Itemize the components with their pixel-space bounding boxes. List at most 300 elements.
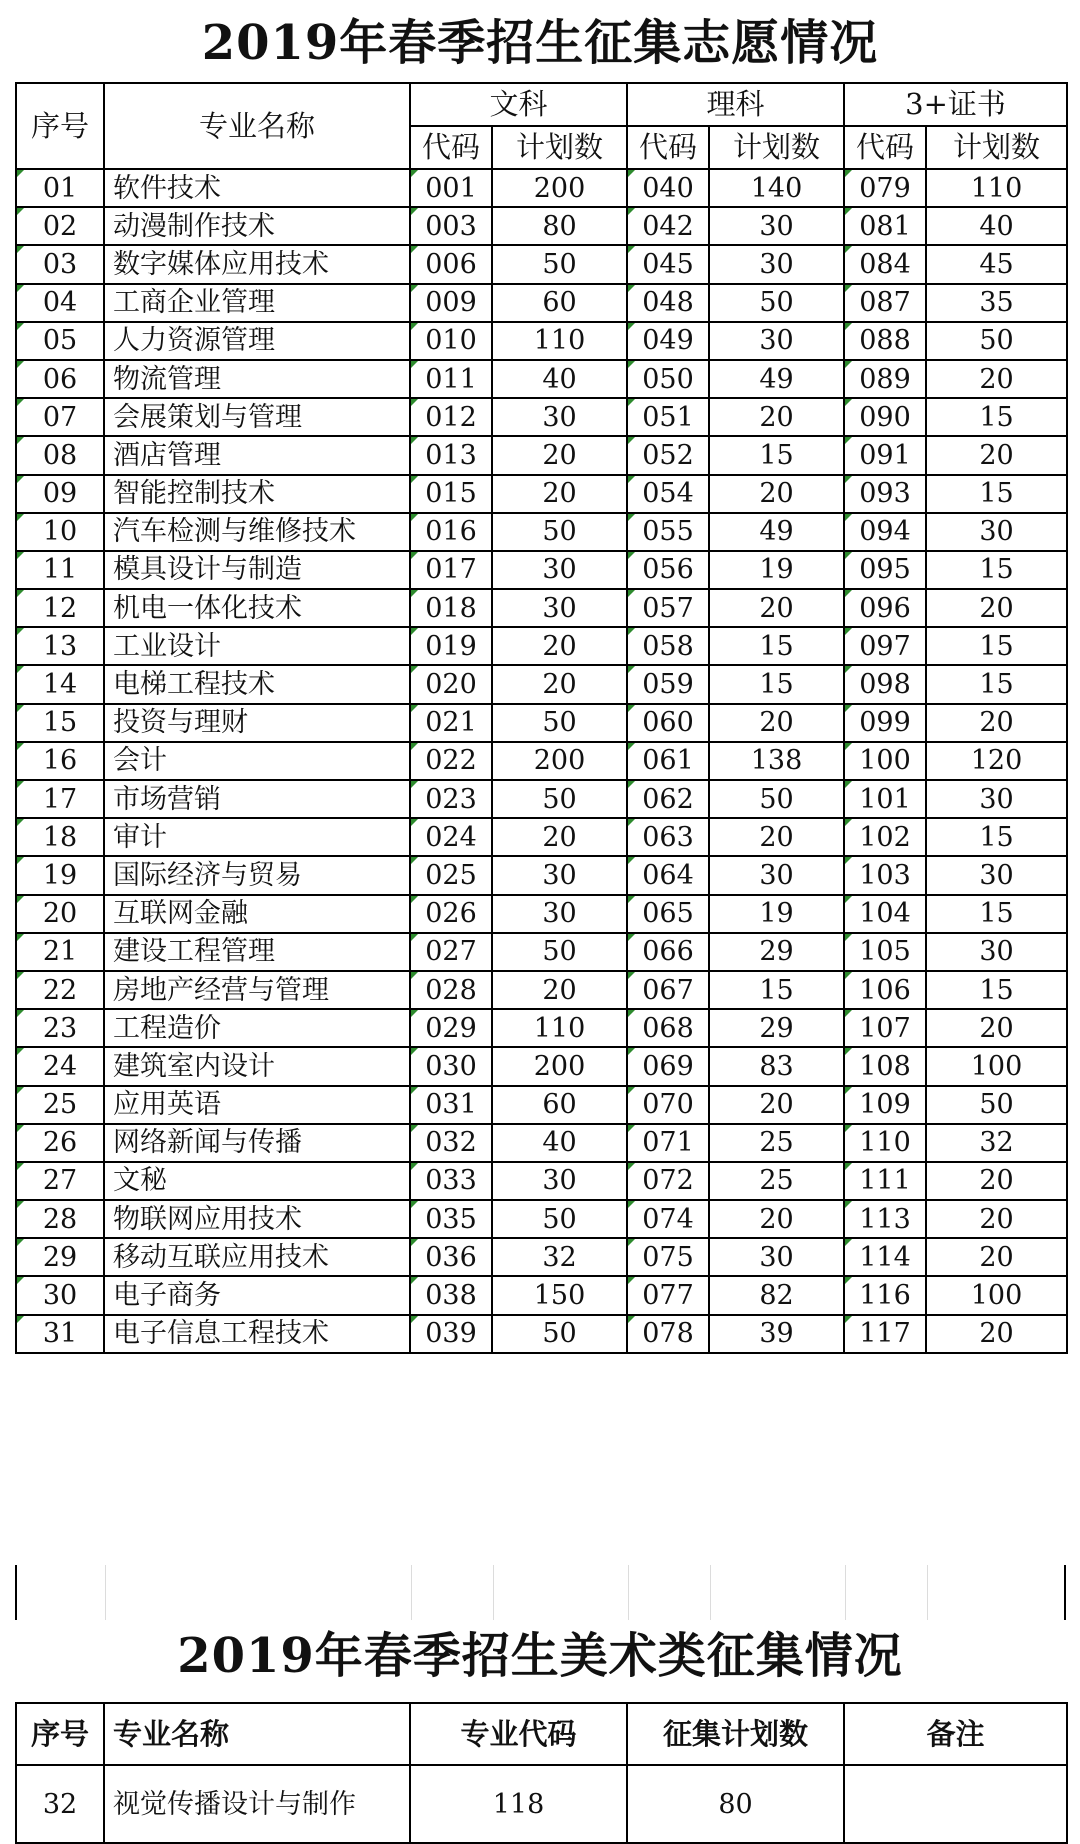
cell-seq: 30 — [16, 1276, 104, 1314]
cell-cert-plan: 30 — [926, 513, 1067, 551]
cell-cert-code: 084 — [844, 245, 926, 283]
cell-seq: 04 — [16, 284, 104, 322]
cell-cert-code: 090 — [844, 398, 926, 436]
header-cert-plan: 计划数 — [926, 126, 1067, 169]
cell-arts-code: 028 — [410, 971, 492, 1009]
table-row — [16, 1315, 1067, 1353]
cell-cert-plan: 30 — [926, 780, 1067, 818]
cell-cert-plan: 110 — [926, 169, 1067, 207]
cell-science-plan: 19 — [709, 895, 844, 933]
table-row — [16, 933, 1067, 971]
cell-seq: 27 — [16, 1162, 104, 1200]
cell-cert-plan: 32 — [926, 1124, 1067, 1162]
cell-science-code: 074 — [627, 1200, 709, 1238]
cell-seq: 31 — [16, 1315, 104, 1353]
cell-arts-plan: 200 — [492, 1047, 627, 1085]
cell-arts-code: 035 — [410, 1200, 492, 1238]
table-row — [16, 169, 1067, 207]
cell-major: 建设工程管理 — [104, 933, 410, 971]
cell-arts-plan: 30 — [492, 589, 627, 627]
cell-major: 动漫制作技术 — [104, 207, 410, 245]
cell-cert-plan: 20 — [926, 1009, 1067, 1047]
cell-science-code: 071 — [627, 1124, 709, 1162]
table-row — [16, 436, 1067, 474]
table-row — [16, 513, 1067, 551]
cell-major: 市场营销 — [104, 780, 410, 818]
cell-science-plan: 15 — [709, 665, 844, 703]
cell-cert-code: 087 — [844, 284, 926, 322]
cell-seq: 22 — [16, 971, 104, 1009]
cell-science-code: 048 — [627, 284, 709, 322]
cell-major: 工程造价 — [104, 1009, 410, 1047]
cell-science-code: 068 — [627, 1009, 709, 1047]
cell-seq: 16 — [16, 742, 104, 780]
cell-major: 电梯工程技术 — [104, 665, 410, 703]
table-row — [16, 1124, 1067, 1162]
cell-arts-plan: 50 — [492, 513, 627, 551]
cell-science-code: 077 — [627, 1276, 709, 1314]
header-arts-plan: 计划数 — [492, 126, 627, 169]
cell-cert-code: 097 — [844, 627, 926, 665]
cell-science-plan: 15 — [709, 971, 844, 1009]
page-title: 2019年春季招生征集志愿情况 — [201, 15, 879, 71]
cell-cert-plan: 15 — [926, 398, 1067, 436]
art-cell-plan: 80 — [627, 1765, 844, 1843]
cell-cert-code: 089 — [844, 360, 926, 398]
cell-science-plan: 49 — [709, 513, 844, 551]
cell-major: 文秘 — [104, 1162, 410, 1200]
cell-major: 电子商务 — [104, 1276, 410, 1314]
table-row — [16, 856, 1067, 894]
cell-arts-plan: 20 — [492, 475, 627, 513]
cell-cert-code: 116 — [844, 1276, 926, 1314]
table-row — [16, 360, 1067, 398]
cell-arts-code: 001 — [410, 169, 492, 207]
cell-cert-plan: 15 — [926, 475, 1067, 513]
cell-arts-code: 022 — [410, 742, 492, 780]
art-enrollment-table — [15, 1702, 1068, 1844]
cell-arts-code: 024 — [410, 818, 492, 856]
table-row — [16, 627, 1067, 665]
cell-cert-plan: 30 — [926, 856, 1067, 894]
cell-cert-plan: 15 — [926, 665, 1067, 703]
cell-seq: 20 — [16, 895, 104, 933]
cell-cert-plan: 40 — [926, 207, 1067, 245]
cell-arts-plan: 20 — [492, 818, 627, 856]
cell-cert-code: 102 — [844, 818, 926, 856]
cell-science-code: 045 — [627, 245, 709, 283]
cell-arts-code: 018 — [410, 589, 492, 627]
table-row — [16, 551, 1067, 589]
cell-cert-plan: 45 — [926, 245, 1067, 283]
cell-science-code: 062 — [627, 780, 709, 818]
cell-arts-code: 009 — [410, 284, 492, 322]
cell-arts-code: 017 — [410, 551, 492, 589]
cell-cert-code: 111 — [844, 1162, 926, 1200]
cell-cert-code: 088 — [844, 322, 926, 360]
cell-cert-code: 108 — [844, 1047, 926, 1085]
cell-science-plan: 20 — [709, 1200, 844, 1238]
cell-cert-code: 107 — [844, 1009, 926, 1047]
cell-seq: 03 — [16, 245, 104, 283]
cell-science-plan: 140 — [709, 169, 844, 207]
table-row — [16, 322, 1067, 360]
cell-science-code: 066 — [627, 933, 709, 971]
cell-science-code: 050 — [627, 360, 709, 398]
cell-seq: 07 — [16, 398, 104, 436]
cell-arts-plan: 200 — [492, 742, 627, 780]
table-row — [16, 704, 1067, 742]
cell-science-plan: 83 — [709, 1047, 844, 1085]
cell-arts-plan: 20 — [492, 627, 627, 665]
cell-arts-plan: 80 — [492, 207, 627, 245]
cell-arts-plan: 30 — [492, 856, 627, 894]
art-header-remark: 备注 — [844, 1703, 1067, 1765]
cell-seq: 28 — [16, 1200, 104, 1238]
cell-seq: 18 — [16, 818, 104, 856]
cell-science-code: 042 — [627, 207, 709, 245]
table-row — [16, 475, 1067, 513]
cell-cert-code: 093 — [844, 475, 926, 513]
cell-cert-plan: 50 — [926, 1086, 1067, 1124]
cell-science-code: 075 — [627, 1238, 709, 1276]
art-header-major: 专业名称 — [104, 1703, 410, 1765]
cell-science-plan: 20 — [709, 398, 844, 436]
cell-science-code: 060 — [627, 704, 709, 742]
cell-cert-plan: 35 — [926, 284, 1067, 322]
cell-major: 机电一体化技术 — [104, 589, 410, 627]
table-row — [16, 971, 1067, 1009]
cell-arts-plan: 40 — [492, 360, 627, 398]
cell-science-plan: 138 — [709, 742, 844, 780]
cell-science-code: 067 — [627, 971, 709, 1009]
cell-arts-plan: 40 — [492, 1124, 627, 1162]
cell-science-code: 069 — [627, 1047, 709, 1085]
cell-cert-plan: 20 — [926, 436, 1067, 474]
cell-science-plan: 20 — [709, 475, 844, 513]
cell-science-code: 065 — [627, 895, 709, 933]
cell-arts-plan: 30 — [492, 398, 627, 436]
cell-major: 模具设计与制造 — [104, 551, 410, 589]
cell-cert-code: 081 — [844, 207, 926, 245]
table-row — [16, 895, 1067, 933]
cell-cert-plan: 100 — [926, 1047, 1067, 1085]
cell-seq: 09 — [16, 475, 104, 513]
cell-cert-code: 105 — [844, 933, 926, 971]
cell-cert-plan: 50 — [926, 322, 1067, 360]
cell-cert-plan: 20 — [926, 704, 1067, 742]
cell-seq: 13 — [16, 627, 104, 665]
cell-cert-plan: 20 — [926, 589, 1067, 627]
cell-arts-code: 010 — [410, 322, 492, 360]
cell-science-plan: 20 — [709, 818, 844, 856]
cell-arts-plan: 30 — [492, 551, 627, 589]
cell-arts-plan: 32 — [492, 1238, 627, 1276]
cell-arts-plan: 200 — [492, 169, 627, 207]
cell-arts-code: 023 — [410, 780, 492, 818]
cell-arts-plan: 20 — [492, 665, 627, 703]
cell-arts-code: 015 — [410, 475, 492, 513]
cell-cert-plan: 20 — [926, 1238, 1067, 1276]
cell-cert-code: 095 — [844, 551, 926, 589]
cell-major: 软件技术 — [104, 169, 410, 207]
cell-arts-code: 012 — [410, 398, 492, 436]
cell-cert-plan: 15 — [926, 895, 1067, 933]
header-arts-code: 代码 — [410, 126, 492, 169]
cell-arts-plan: 60 — [492, 1086, 627, 1124]
table-row — [16, 398, 1067, 436]
cell-science-code: 058 — [627, 627, 709, 665]
cell-cert-code: 096 — [844, 589, 926, 627]
cell-arts-plan: 50 — [492, 1315, 627, 1353]
table-row — [16, 1086, 1067, 1124]
header-major: 专业名称 — [104, 83, 410, 169]
cell-arts-plan: 50 — [492, 933, 627, 971]
cell-science-plan: 50 — [709, 780, 844, 818]
art-cell-remark — [844, 1765, 1067, 1843]
cell-cert-code: 114 — [844, 1238, 926, 1276]
cell-seq: 01 — [16, 169, 104, 207]
header-arts: 文科 — [410, 83, 627, 126]
cell-arts-plan: 150 — [492, 1276, 627, 1314]
cell-cert-code: 117 — [844, 1315, 926, 1353]
cell-arts-code: 021 — [410, 704, 492, 742]
cell-science-plan: 50 — [709, 284, 844, 322]
cell-major: 智能控制技术 — [104, 475, 410, 513]
cell-arts-code: 032 — [410, 1124, 492, 1162]
cell-seq: 14 — [16, 665, 104, 703]
cell-major: 投资与理财 — [104, 704, 410, 742]
table-row — [16, 742, 1067, 780]
table-row — [16, 589, 1067, 627]
cell-cert-code: 079 — [844, 169, 926, 207]
table-row — [16, 1047, 1067, 1085]
cell-major: 房地产经营与管理 — [104, 971, 410, 1009]
cell-seq: 26 — [16, 1124, 104, 1162]
cell-seq: 15 — [16, 704, 104, 742]
table-row — [16, 818, 1067, 856]
cell-seq: 08 — [16, 436, 104, 474]
art-section-title: 2019年春季招生美术类征集情况 — [177, 1628, 903, 1684]
cell-cert-plan: 120 — [926, 742, 1067, 780]
cell-major: 国际经济与贸易 — [104, 856, 410, 894]
cell-arts-plan: 110 — [492, 1009, 627, 1047]
art-header-plan: 征集计划数 — [627, 1703, 844, 1765]
cell-arts-code: 033 — [410, 1162, 492, 1200]
cell-arts-code: 011 — [410, 360, 492, 398]
cell-arts-code: 038 — [410, 1276, 492, 1314]
cell-cert-plan: 15 — [926, 627, 1067, 665]
cell-arts-code: 006 — [410, 245, 492, 283]
cell-cert-code: 101 — [844, 780, 926, 818]
cell-science-plan: 29 — [709, 933, 844, 971]
cell-major: 酒店管理 — [104, 436, 410, 474]
cell-arts-plan: 60 — [492, 284, 627, 322]
cell-science-plan: 15 — [709, 436, 844, 474]
table-row — [16, 780, 1067, 818]
cell-science-plan: 82 — [709, 1276, 844, 1314]
cell-cert-code: 091 — [844, 436, 926, 474]
cell-arts-code: 039 — [410, 1315, 492, 1353]
cell-science-plan: 20 — [709, 589, 844, 627]
header-science: 理科 — [627, 83, 844, 126]
cell-major: 互联网金融 — [104, 895, 410, 933]
cell-major: 会展策划与管理 — [104, 398, 410, 436]
cell-cert-code: 106 — [844, 971, 926, 1009]
art-cell-major: 视觉传播设计与制作 — [104, 1765, 410, 1843]
cell-major: 物联网应用技术 — [104, 1200, 410, 1238]
cell-arts-plan: 50 — [492, 1200, 627, 1238]
cell-cert-plan: 20 — [926, 1200, 1067, 1238]
cell-science-code: 072 — [627, 1162, 709, 1200]
cell-science-code: 055 — [627, 513, 709, 551]
cell-science-plan: 19 — [709, 551, 844, 589]
cell-arts-code: 020 — [410, 665, 492, 703]
cell-seq: 10 — [16, 513, 104, 551]
cell-science-code: 078 — [627, 1315, 709, 1353]
cell-cert-code: 094 — [844, 513, 926, 551]
table-row — [16, 1276, 1067, 1314]
cell-arts-plan: 30 — [492, 895, 627, 933]
cell-science-plan: 25 — [709, 1124, 844, 1162]
cell-arts-plan: 50 — [492, 780, 627, 818]
cell-cert-plan: 100 — [926, 1276, 1067, 1314]
header-science-code: 代码 — [627, 126, 709, 169]
cell-seq: 06 — [16, 360, 104, 398]
cell-science-code: 040 — [627, 169, 709, 207]
cell-cert-code: 110 — [844, 1124, 926, 1162]
cell-cert-code: 100 — [844, 742, 926, 780]
cell-cert-plan: 15 — [926, 551, 1067, 589]
cell-arts-plan: 30 — [492, 1162, 627, 1200]
cell-seq: 02 — [16, 207, 104, 245]
cell-cert-plan: 15 — [926, 971, 1067, 1009]
cell-major: 物流管理 — [104, 360, 410, 398]
art-cell-seq: 32 — [16, 1765, 104, 1843]
cell-science-code: 063 — [627, 818, 709, 856]
table-row — [16, 1765, 1067, 1843]
cell-science-code: 061 — [627, 742, 709, 780]
cell-arts-plan: 20 — [492, 971, 627, 1009]
cell-seq: 17 — [16, 780, 104, 818]
cell-science-plan: 30 — [709, 1238, 844, 1276]
header-science-plan: 计划数 — [709, 126, 844, 169]
header-cert-code: 代码 — [844, 126, 926, 169]
cell-science-code: 056 — [627, 551, 709, 589]
cell-major: 会计 — [104, 742, 410, 780]
table-row — [16, 245, 1067, 283]
cell-arts-plan: 50 — [492, 704, 627, 742]
cell-major: 工业设计 — [104, 627, 410, 665]
table-row — [16, 284, 1067, 322]
cell-science-code: 049 — [627, 322, 709, 360]
cell-cert-plan: 20 — [926, 1162, 1067, 1200]
cell-seq: 19 — [16, 856, 104, 894]
cell-cert-code: 103 — [844, 856, 926, 894]
cell-major: 移动互联应用技术 — [104, 1238, 410, 1276]
spacer-row — [15, 1565, 1066, 1620]
cell-seq: 29 — [16, 1238, 104, 1276]
cell-cert-plan: 15 — [926, 818, 1067, 856]
cell-cert-plan: 30 — [926, 933, 1067, 971]
table-row — [16, 207, 1067, 245]
cell-major: 电子信息工程技术 — [104, 1315, 410, 1353]
cell-cert-code: 099 — [844, 704, 926, 742]
cell-arts-plan: 110 — [492, 322, 627, 360]
cell-science-code: 064 — [627, 856, 709, 894]
cell-arts-code: 029 — [410, 1009, 492, 1047]
cell-science-code: 054 — [627, 475, 709, 513]
header-cert: 3+证书 — [844, 83, 1067, 126]
art-header-seq: 序号 — [16, 1703, 104, 1765]
cell-cert-code: 109 — [844, 1086, 926, 1124]
cell-science-plan: 30 — [709, 207, 844, 245]
cell-science-plan: 29 — [709, 1009, 844, 1047]
cell-science-plan: 30 — [709, 856, 844, 894]
cell-major: 审计 — [104, 818, 410, 856]
cell-major: 建筑室内设计 — [104, 1047, 410, 1085]
cell-cert-plan: 20 — [926, 360, 1067, 398]
cell-cert-plan: 20 — [926, 1315, 1067, 1353]
cell-arts-code: 016 — [410, 513, 492, 551]
cell-cert-code: 098 — [844, 665, 926, 703]
cell-arts-code: 003 — [410, 207, 492, 245]
cell-major: 数字媒体应用技术 — [104, 245, 410, 283]
cell-science-plan: 49 — [709, 360, 844, 398]
cell-arts-code: 027 — [410, 933, 492, 971]
table-row — [16, 1200, 1067, 1238]
cell-science-plan: 20 — [709, 1086, 844, 1124]
cell-arts-code: 013 — [410, 436, 492, 474]
cell-major: 工商企业管理 — [104, 284, 410, 322]
cell-science-plan: 30 — [709, 322, 844, 360]
cell-arts-code: 026 — [410, 895, 492, 933]
cell-arts-plan: 20 — [492, 436, 627, 474]
art-header-code: 专业代码 — [410, 1703, 627, 1765]
table-row — [16, 665, 1067, 703]
cell-cert-code: 113 — [844, 1200, 926, 1238]
cell-arts-code: 031 — [410, 1086, 492, 1124]
header-seq: 序号 — [16, 83, 104, 169]
cell-major: 应用英语 — [104, 1086, 410, 1124]
cell-arts-code: 019 — [410, 627, 492, 665]
cell-major: 人力资源管理 — [104, 322, 410, 360]
cell-seq: 05 — [16, 322, 104, 360]
cell-major: 汽车检测与维修技术 — [104, 513, 410, 551]
cell-seq: 11 — [16, 551, 104, 589]
cell-science-plan: 39 — [709, 1315, 844, 1353]
cell-science-plan: 30 — [709, 245, 844, 283]
cell-seq: 23 — [16, 1009, 104, 1047]
art-cell-code: 118 — [410, 1765, 627, 1843]
cell-arts-code: 030 — [410, 1047, 492, 1085]
cell-seq: 21 — [16, 933, 104, 971]
cell-science-code: 059 — [627, 665, 709, 703]
cell-science-plan: 15 — [709, 627, 844, 665]
enrollment-table — [15, 82, 1068, 1354]
cell-seq: 25 — [16, 1086, 104, 1124]
cell-major: 网络新闻与传播 — [104, 1124, 410, 1162]
table-row — [16, 1238, 1067, 1276]
cell-arts-plan: 50 — [492, 245, 627, 283]
table-row — [16, 1009, 1067, 1047]
cell-science-code: 051 — [627, 398, 709, 436]
cell-science-code: 057 — [627, 589, 709, 627]
cell-seq: 24 — [16, 1047, 104, 1085]
cell-arts-code: 036 — [410, 1238, 492, 1276]
cell-science-code: 070 — [627, 1086, 709, 1124]
cell-science-code: 052 — [627, 436, 709, 474]
